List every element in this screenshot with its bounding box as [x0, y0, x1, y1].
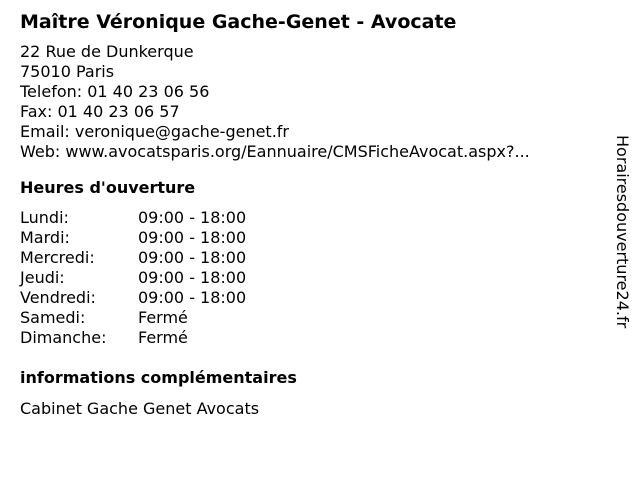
business-title: Maître Véronique Gache-Genet - Avocate: [20, 11, 457, 33]
hours-day: Vendredi:: [20, 288, 96, 307]
fax-number: Fax: 01 40 23 06 57: [20, 102, 180, 121]
hours-day: Dimanche:: [20, 328, 107, 347]
hours-table: [20, 208, 600, 348]
hours-day: Mercredi:: [20, 248, 95, 267]
hours-time: 09:00 - 18:00: [138, 248, 247, 267]
hours-day: Jeudi:: [20, 268, 65, 287]
hours-time: 09:00 - 18:00: [138, 288, 247, 307]
email-address: Email: veronique@gache-genet.fr: [20, 122, 289, 141]
hours-time: Fermé: [138, 308, 188, 327]
hours-day: Mardi:: [20, 228, 70, 247]
hours-row-saturday: [20, 308, 600, 328]
address-city: 75010 Paris: [20, 62, 115, 81]
hours-time: 09:00 - 18:00: [138, 268, 247, 287]
hours-heading: Heures d'ouverture: [20, 178, 196, 197]
info-text: Cabinet Gache Genet Avocats: [20, 399, 260, 418]
hours-row-sunday: [20, 328, 600, 348]
hours-row-friday: [20, 288, 600, 308]
info-heading: informations complémentaires: [20, 368, 297, 387]
business-card: [20, 10, 600, 419]
hours-row-tuesday: [20, 228, 600, 248]
website-url: Web: www.avocatsparis.org/Eannuaire/CMSFicheAvocat.aspx?...: [20, 142, 530, 161]
hours-row-monday: [20, 208, 600, 228]
hours-day: Samedi:: [20, 308, 86, 327]
hours-time: 09:00 - 18:00: [138, 228, 247, 247]
hours-time: Fermé: [138, 328, 188, 347]
address-street: 22 Rue de Dunkerque: [20, 42, 194, 61]
hours-row-wednesday: [20, 248, 600, 268]
hours-day: Lundi:: [20, 208, 69, 227]
contact-block: [20, 42, 600, 162]
phone-number: Telefon: 01 40 23 06 56: [20, 82, 210, 101]
hours-row-thursday: [20, 268, 600, 288]
brand-watermark: Horairesdouverture24.fr: [613, 135, 632, 329]
hours-time: 09:00 - 18:00: [138, 208, 247, 227]
